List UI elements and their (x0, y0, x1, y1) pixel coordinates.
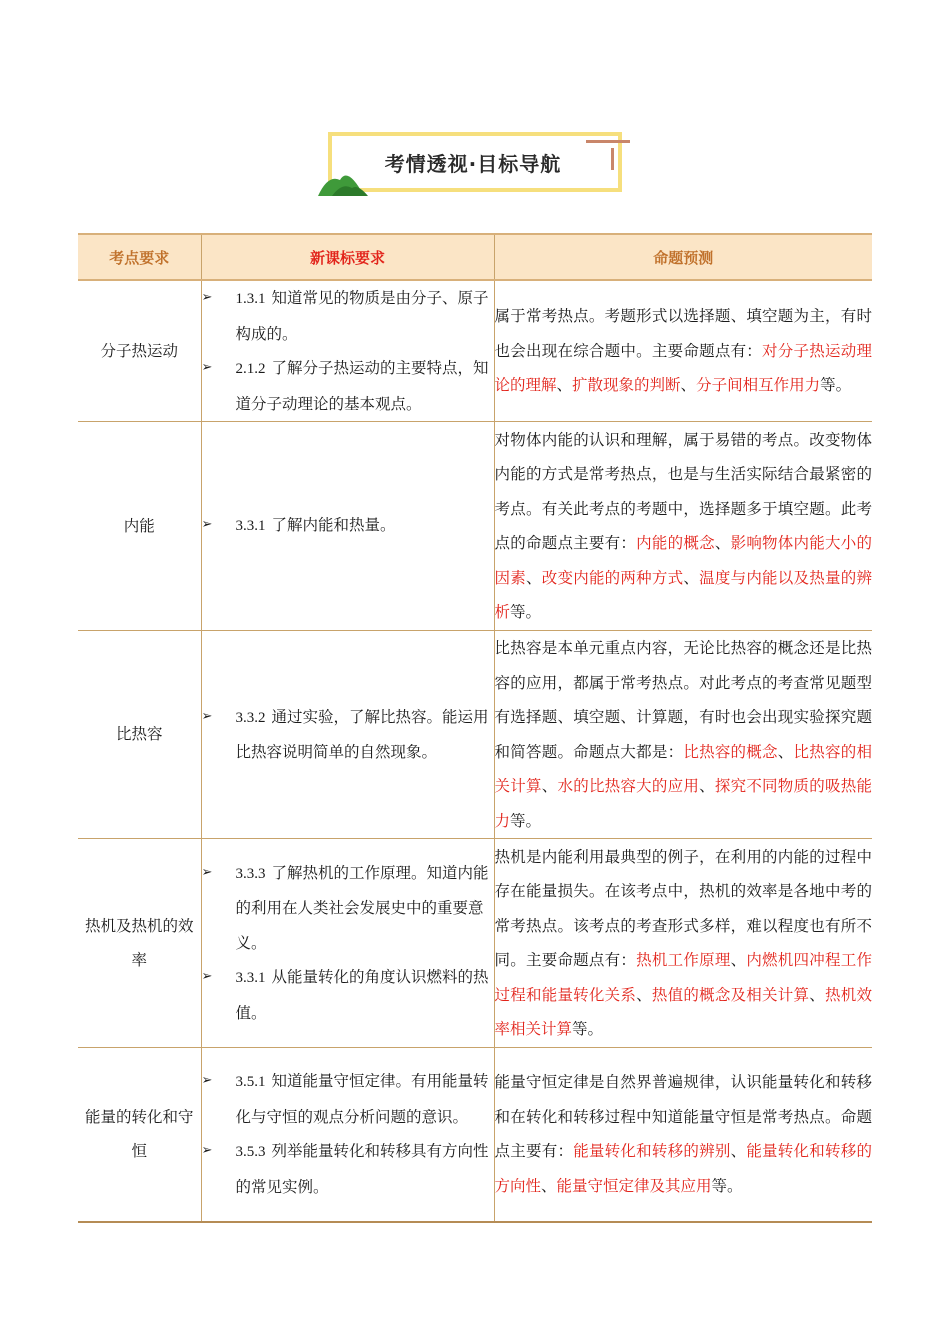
separator: 、 (680, 376, 697, 395)
key-point: 能量转化和转移的方向性 (494, 1142, 872, 1195)
key-point: 能量转化和转移的辨别 (573, 1142, 731, 1161)
prediction-cell (494, 839, 872, 1048)
table-row (78, 280, 872, 422)
table-row (78, 839, 872, 1048)
prediction-cell (494, 422, 872, 631)
prediction-tail: 等。 (510, 811, 542, 830)
separator: 、 (809, 985, 825, 1004)
header-standard: 新课标要求 (201, 234, 494, 280)
table-row (78, 1048, 872, 1222)
key-point: 改变内能的两种方式 (541, 568, 684, 587)
key-point: 内能的概念 (636, 534, 715, 552)
prediction-text: 能量守恒定律是自然界普遍规律，认识能量转化和转移和在转化和转移过程中知道能量守恒是常考热点。命题点主要有： (494, 1073, 872, 1161)
separator: 、 (777, 742, 794, 761)
requirement-item (202, 351, 494, 421)
requirement-list (202, 1064, 494, 1204)
prediction-text: 属于常考热点。考题形式以选择题、填空题为主，有时也会出现在综合题中。主要命题点有： (494, 307, 872, 360)
separator: 、 (683, 568, 700, 587)
requirement-item (202, 1134, 494, 1204)
key-point: 分子间相互作用力 (696, 376, 821, 395)
topic-cell: 能量的转化和守恒 (78, 1048, 201, 1222)
separator: 、 (699, 777, 715, 795)
key-point: 水的比热容大的应用 (557, 777, 700, 795)
bullet-arrow-icon: ➢ (201, 517, 213, 533)
bullet-arrow-icon: ➢ (201, 1143, 213, 1159)
bullet-arrow-icon: ➢ (201, 864, 213, 880)
prediction-cell (494, 1048, 872, 1222)
requirement-list (202, 700, 494, 770)
requirement-list (202, 281, 494, 421)
requirement-code: 3.3.3 (235, 865, 266, 882)
topic-cell: 内能 (78, 422, 201, 631)
standard-cell (201, 631, 494, 839)
requirement-item (202, 700, 494, 770)
separator: 、 (714, 534, 731, 552)
requirement-text: 了解内能和热量。 (271, 516, 396, 535)
requirement-item (202, 960, 494, 1030)
exam-analysis-table (78, 233, 872, 1223)
bullet-arrow-icon: ➢ (201, 360, 213, 375)
topic-cell: 比热容 (78, 631, 201, 839)
key-point: 影响物体内能大小的因素 (494, 534, 872, 587)
prediction-cell (494, 631, 872, 839)
key-point: 热值的概念及相关计算 (651, 985, 810, 1004)
banner-decoration-line (586, 140, 630, 143)
key-point: 热机效率相关计算 (494, 985, 872, 1038)
key-point: 内燃机四冲程工作过程和能量转化关系 (494, 951, 872, 1004)
bullet-arrow-icon: ➢ (201, 708, 213, 724)
key-point: 热机工作原理 (636, 951, 731, 969)
requirement-item (202, 281, 494, 351)
requirement-item (202, 1064, 494, 1134)
separator: 、 (730, 1142, 747, 1161)
prediction-text: 对物体内能的认识和理解，属于易错的考点。改变物体内能的方式是常考热点，也是与生活实际结合最紧密的考点。有关此考点的考题中，选择题多于填空题。此考点的命题点主要有： (494, 430, 872, 552)
requirement-item (202, 508, 494, 544)
prediction-tail: 等。 (820, 376, 852, 395)
requirement-code: 3.3.2 (235, 709, 266, 726)
key-point: 扩散现象的判断 (572, 376, 681, 395)
separator: 、 (730, 951, 747, 969)
bullet-arrow-icon: ➢ (201, 1073, 213, 1089)
requirement-text: 列举能量转化和转移具有方向性的常见实例。 (235, 1142, 489, 1196)
table-row (78, 422, 872, 631)
requirement-text: 从能量转化的角度认识燃料的热值。 (235, 968, 489, 1022)
requirement-code: 3.3.1 (235, 970, 266, 987)
requirement-list (202, 508, 494, 544)
key-point: 探究不同物质的吸热能力 (494, 777, 872, 830)
topic-cell: 热机及热机的效率 (78, 839, 201, 1048)
separator: 、 (541, 777, 558, 795)
header-topic: 考点要求 (78, 234, 201, 280)
prediction-tail: 等。 (572, 1020, 604, 1038)
prediction-tail: 等。 (711, 1176, 743, 1195)
requirement-code: 1.3.1 (235, 291, 266, 307)
standard-cell (201, 422, 494, 631)
requirement-code: 2.1.2 (235, 361, 266, 377)
banner-title: 考情透视·目标导航 (384, 152, 562, 176)
separator: 、 (556, 376, 573, 395)
requirement-code: 3.5.1 (235, 1074, 266, 1091)
table-row (78, 631, 872, 839)
topic-cell: 分子热运动 (78, 280, 201, 422)
standard-cell (201, 280, 494, 422)
prediction-text: 比热容是本单元重点内容，无论比热容的概念还是比热容的应用，都属于常考热点。对此考点的考查常见题型有选择题、填空题、计算题，有时也会出现实验探究题和简答题。命题点大都是： (494, 639, 872, 761)
prediction-cell (494, 280, 872, 422)
separator: 、 (636, 985, 652, 1004)
requirement-text: 了解分子热运动的主要特点，知道分子动理论的基本观点。 (235, 359, 489, 413)
key-point: 比热容的相关计算 (494, 742, 872, 795)
bullet-arrow-icon: ➢ (201, 290, 213, 305)
prediction-tail: 等。 (510, 603, 542, 621)
requirement-list (202, 856, 494, 1031)
standard-cell (201, 839, 494, 1048)
requirement-text: 知道能量守恒定律。有用能量转化与守恒的观点分析问题的意识。 (235, 1072, 489, 1126)
separator: 、 (525, 568, 542, 587)
table-header-row (78, 234, 872, 280)
key-point: 能量守恒定律及其应用 (556, 1176, 712, 1195)
key-point: 比热容的概念 (683, 742, 778, 761)
requirement-item (202, 856, 494, 961)
requirement-text: 通过实验，了解比热容。能运用比热容说明简单的自然现象。 (235, 707, 489, 761)
key-point: 温度与内能以及热量的辨析 (494, 568, 872, 621)
standard-cell (201, 1048, 494, 1222)
requirement-code: 3.3.1 (235, 518, 266, 535)
bullet-arrow-icon: ➢ (201, 969, 213, 985)
requirement-code: 3.5.3 (235, 1144, 266, 1161)
separator: 、 (541, 1176, 557, 1195)
header-prediction: 命题预测 (494, 234, 872, 280)
key-point: 对分子热运动理论的理解 (494, 341, 872, 395)
section-banner (318, 130, 628, 200)
requirement-text: 了解热机的工作原理。知道内能的利用在人类社会发展史中的重要意义。 (235, 863, 489, 952)
prediction-text: 热机是内能利用最典型的例子，在利用的内能的过程中存在能量损失。在该考点中，热机的效率是各地中考的常考热点。该考点的考查形式多样，难以程度也有所不同。主要命题点有： (494, 847, 872, 969)
requirement-text: 知道常见的物质是由分子、原子构成的。 (235, 289, 489, 343)
